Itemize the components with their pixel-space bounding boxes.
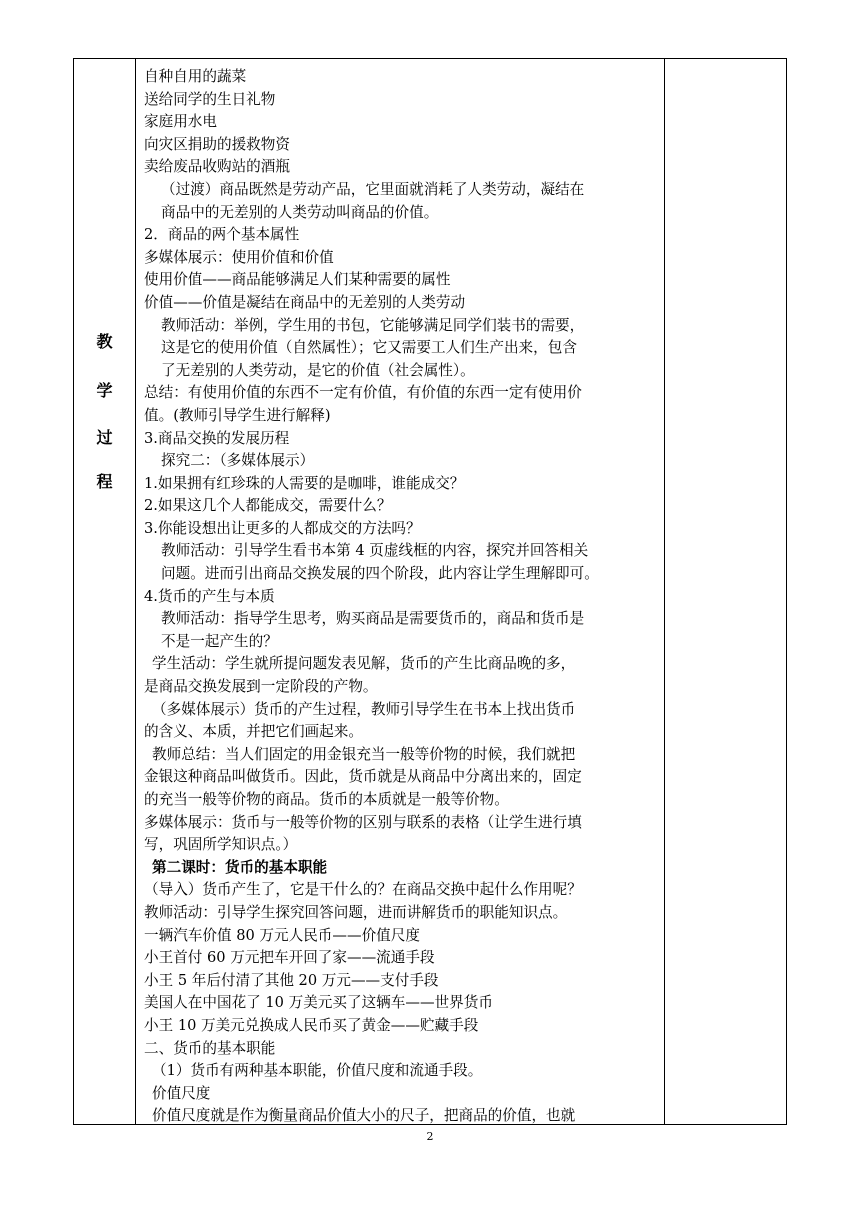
content-line: 送给同学的生日礼物 [144,90,276,108]
content-line: 小王 5 年后付清了其他 20 万元——支付手段 [144,971,439,989]
content-line: 的含义、本质，并把它们画起来。 [144,723,363,741]
column-divider-right [664,59,665,1124]
column-divider-left [135,59,136,1124]
content-line: 多媒体展示：货币与一般等价物的区别与联系的表格（让学生进行填 [144,813,582,831]
content-line: 金银这种商品叫做货币。因此，货币就是从商品中分离出来的，固定 [144,768,582,786]
content-line: 这是它的使用价值（自然属性）；它又需要工人们生产出来，包含 [161,339,577,357]
section-label-char: 学 [96,381,113,400]
content-line: （多媒体展示）货币的产生过程，教师引导学生在书本上找出货币 [152,700,576,718]
content-line: 1.如果拥有红珍珠的人需要的是咖啡，谁能成交？ [144,474,465,492]
content-line: 小王 10 万美元兑换成人民币买了黄金——贮藏手段 [144,1016,479,1034]
content-line: 家庭用水电 [144,113,217,131]
content-line: 不是一起产生的？ [161,632,278,650]
content-line: 向灾区捐助的援救物资 [144,135,290,153]
content-line: 自种自用的蔬菜 [144,68,247,85]
lesson-content [144,66,662,1128]
content-line: 一辆汽车价值 80 万元人民币——价值尺度 [144,926,420,944]
content-line: 教师活动：引导学生探究回答问题，进而讲解货币的职能知识点。 [144,903,568,921]
section-label-char: 教 [96,332,113,351]
content-line: 价值尺度就是作为衡量商品价值大小的尺子，把商品的价值，也就 [152,1107,576,1125]
content-line: 问题。进而引出商品交换发展的四个阶段，此内容让学生理解即可。 [161,565,599,583]
content-line: 总结：有使用价值的东西不一定有价值，有价值的东西一定有使用价 [144,384,582,402]
content-line: （1）货币有两种基本职能，价值尺度和流通手段。 [152,1062,483,1080]
content-line: 的充当一般等价物的商品。货币的本质就是一般等价物。 [144,791,509,808]
content-line: （导入）货币产生了，它是干什么的？在商品交换中起什么作用呢？ [144,881,582,899]
content-line: 值。(教师引导学生进行解释) [144,406,331,424]
content-line: 是商品交换发展到一定阶段的产物。 [144,678,378,696]
content-line: 了无差别的人类劳动，是它的价值（社会属性）。 [161,361,475,379]
section-label-char: 过 [96,428,113,447]
content-line: 商品中的无差别的人类劳动叫商品的价值。 [161,203,439,221]
section-label-column [74,59,135,1124]
section-label-char: 程 [96,472,113,491]
content-line: 学生活动：学生就所提问题发表见解，货币的产生比商品晚的多， [152,655,576,673]
content-line: 多媒体展示：使用价值和价值 [144,248,334,266]
content-line: 卖给废品收购站的酒瓶 [144,158,290,176]
content-line: 探究二：（多媒体展示） [161,452,315,470]
lesson-table [73,58,787,1125]
content-line: 2.如果这几个人都能成交，需要什么？ [144,497,392,515]
content-line: 3.你能设想出让更多的人都成交的方法吗？ [144,519,421,537]
content-line: 教师总结：当人们固定的用金银充当一般等价物的时候，我们就把 [152,745,576,763]
page-number: 2 [426,1130,434,1143]
content-line: 教师活动：引导学生看书本第 4 页虚线框的内容，探究并回答相关 [161,542,589,560]
content-line: 价值尺度 [152,1084,211,1102]
content-line: 美国人在中国花了 10 万美元买了这辆车——世界货币 [144,994,493,1012]
content-line: 使用价值——商品能够满足人们某种需要的属性 [144,271,451,289]
content-line: 第二课时：货币的基本职能 [152,858,328,876]
content-line: 3.商品交换的发展历程 [144,429,290,447]
content-line: 价值——价值是凝结在商品中的无差别的人类劳动 [144,293,466,311]
content-line: 二、货币的基本职能 [144,1039,276,1057]
content-line: 教师活动：举例，学生用的书包，它能够满足同学们装书的需要， [161,316,585,334]
content-line: 2．商品的两个基本属性 [144,226,300,244]
content-line: 4.货币的产生与本质 [144,587,275,605]
content-line: 写，巩固所学知识点。） [144,836,298,854]
content-line: 小王首付 60 万元把车开回了家——流通手段 [144,949,435,967]
content-line: （过渡）商品既然是劳动产品，它里面就消耗了人类劳动，凝结在 [161,180,585,198]
content-line: 教师活动：指导学生思考，购买商品是需要货币的，商品和货币是 [161,610,585,628]
